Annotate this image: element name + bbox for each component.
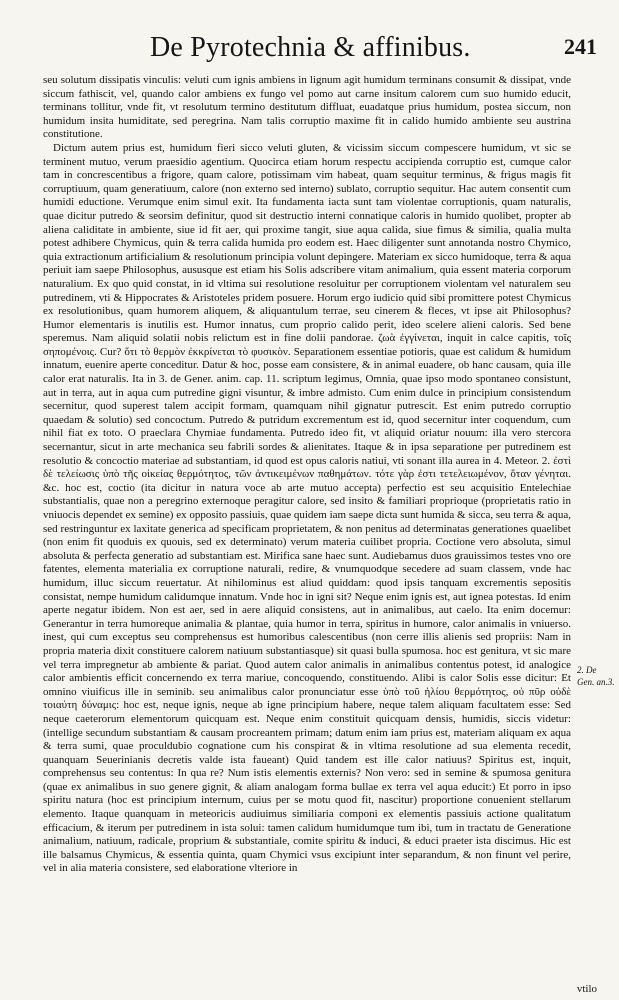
page-header xyxy=(60,30,601,68)
running-title: De Pyrotechnia & affinibus. xyxy=(150,32,471,63)
page-number: 241 xyxy=(564,34,597,59)
marginal-note: 2. De Gen. an.3. xyxy=(577,665,615,687)
paragraph: Dictum autem prius est, humidum fieri sicco veluti gluten, & vicissim siccum compescere humidum, vt sic se terminent mutuo, verum praesidio agentium. Quocirca etiam horum respectu accipienda corruptio est, cumque calor tam in concrescentibus a frigore, quam calore, potissimam vim habeat, quam sequitur terminus, & frigus magis fit corruptiuum, quam generatiuum, calore (non externo sed interno) sublato, corruptio sequitur. Hac autem consentit cum humidi eductione. Verumque enim simul exit. Ita fundamenta iacta sunt tam violentae corruptionis, quam naturalis, quae dicitur putredo & seorsim definitur, quod sit destructio interni connatique caloris in humido quolibet, propter ab aliena caliditate in ambiente, siue id fit aer, qui proxime tangit, siue aqua calida, siue fimus & similia, qualia multa potest adhibere Chymicus, quin & terra calida humida pro eodem est. Haec diligenter sunt annotanda nostro Chymico, quia extractionum artificialium & resolutionum principia volunt depingere. Materiam ex sicco humidoque, terra & aqua periuit iam saepe Philosophus, aususque est etiam his Solis adscribere vitam animalium, quia essent materia corporum naturalium. Ex quo quid constat, in id vltima sui resolutione resoluitur per corruptionem violentam vel naturalem seu putredinem, vti & Hippocrates & Aristoteles pridem posuere. Horum ergo iudicio quid sibi promittere potest Chymicus ex resolutionibus, quam humorem aliquem, & aliquantulum terrae, seu cinerem & fleces, vt ipse ait Philosophus? Humor elementaris is inutilis est. Humor innatus, cum proprio calido perit, ideo scelere alieni caloris. Sed bene speremus. Nam aliquid solatii nobis relictum est in fine dolii pandorae. ζωὰ ἐγγίνεται, inquit in calce capitis, τοῖς σηπομένοις. Cur? ὅτι τὸ θερμὸν ἐκκρίνεται τὸ φυσικὸν. Separationem essentiae potioris, quae est calidum & humidum innatum, euenire aperte conceditur. Datur & hoc, posse eam consistere, & in animal euadere, ob hanc causam, quia ille calor erat naturalis. Ita in 3. de Gener. anim. cap. 11. scriptum legimus, Omnia, quae ipso modo spontaneo consistunt, aut in terra, aut in aqua cum putredine gigni visuntur, & imbre admisto. Cum enim dulce in principium consistendum secernitur, quod superest talem accipit formam, quamquam nihil gignatur putrescit. Est enim putredo corruptio quaedam & solutio) sed concoctum. Putredo & putridum excrementum est id, quod secernitur inter coquendum, cum nihil fiat ex toto. O praeclara Chymiae fundamenta. Putredo ideo fit, vt aliquid oriatur nouum: illa vero stercora secernantur, sicut in arte mechanica seu fabrili sordes & alienitates. Itaque & in ipsa separatione per putredinem est resolutio & concoctio materiae ad substantiam, id quod est opus caloris natiui, vti sonant illa aurea in 4. Meteor. 2. ἐστὶ δὲ τελείωσις ὑπὸ τῆς οἰκείας θερμότητος, τῶν ἀντικειμένων παθημάτων. τότε γὰρ ἐστι τετελειωμένον, ὅταν γένηται. &c. hoc est, coctio (ita dicitur in natura voce ab arte mutuo accepta) perfectio est seu acquisitio Entelechiae substantialis, quae non a peregrino externoque peragitur calore, sed insito & familiari proprioque (proprietatis ratio in vniuocis dependet ex semine) ex opposito passiuis, quae quidem iam saepe dicta sunt humida & sicca, seu terra & aqua, sed restringuntur ex laxitate generica ad specificam proprietatem, & non penitus ad determinatas generationes quaelibet (non enim fit quoduis ex quouis, sed ex determinato) verum materia cuilibet propria. Coctione vero absoluta, simul absoluta & perfecta generatio ad substantiam est. Mirifica sane haec sunt. Audiebamus duos grauissimos testes vno ore fatentes, elementa materialia ex corruptione naturali, redire, & vnumquodque secedere ad suam classem, vnde hac humidum, illuc siccum reuertatur. At nihilominus est aliud quiddam: quod ipsis tanquam excrementis sepositis consistat, nempe humidum calidumque innatum. Vnde hoc in igni sit? Neque enim ignis est, aut ignea potestas. Id enim aperte negatur ibidem. Non est aer, sed in aere aliquid consistens, aut in animalibus, aut caelo. Ita enim docemur: Generantur in terra humoreque animalia & plantae, quia humor in terra, spiritus in humore, calor animalis in vniuerso. inest, qui cum exceptus seu comprehensus est humoribus calescentibus (non cerre illis alienis sed propriis: Nam in propria materia dixit constituere calorem natiuum substantiasque) sit quasi bulla spumosa. hoc est genitura, vt sic mare vel terra impregnetur ab ambiente & pariat. Quod autem calor animalis in animalibus contentus potest, id analogice calor ambientis efficit concernendo ex terra mariue, concoquendo, constituendo. Alibi is calor Solis esse dicitur: Et omnino viuificus ille in seminib. seu animalibus calor pronunciatur esse ὑπὸ τοῦ ἡλίου θερμότητος, οὐ πῦρ οὐδὲ τοιαύτη δύναμις: hoc est, neque ignis, neque ab igne principium habere, neque talem aliquam facultatem esse: Sed neque caeterorum elementorum quicquam est. Neque enim constituit quicquam densis, humidis, siccis videtur: (intellige secundum substantiam & causam procreantem primam; datum enim iam prius est, materiam aliquam ex aqua & terra sumi, quae proculdubio cognatione cum his conspirat & in vltima resolutione ad sua elementa recedit, quanquam Seuerinianis decretis valde ista faueant) Quid tandem est ille calor natiuus? Spiritus est, inquit, comprehensus seu contentus: In qua re? Num istis elementis externis? Non vero: sed in semine & spumosa genitura (quae ex animalibus in suo genere gignit, & aliam analogam forma bullae ex terra vel aqua educit:) Et porro in ipso spiritu natura (hoc est principium internum, cuius per se motu quod fit, nascitur) proportione conuenient stellarum elemento. Itaque quanquam in meteoricis audiuimus similiaria componi ex elementis passiuis actione qualitatum efficacium, & iterum per putredinem in ista solui: tamen calidum humidumque tum ibi, tum in tractatu de Generatione animalium, natiuum, radicale, proprium & substantiale, comite spiritu & induci, & educi praeter ista discimus. Hic est ille balsamus Chymicus, & essentia quinta, quam Chymici vsus excipiunt inter separandum, & non finunt vel perire, vel in alia materia consistere, sed elaboratione vlteriore in xyxy=(43,141,571,875)
paragraph: seu solutum dissipatis vinculis: veluti cum ignis ambiens in lignum agit humidum terminans consumit & dissipat, vnde siccum fathiscit, vel, quando calor ambiens ex fungo vel pomo aut carne insitum calorem cum suo humido educit, terminans tollitur, vnde fit, vt resolutum termino destitutum diffluat, euadatque prius humidum, postea siccum, non humidum insita humiditate, sed peregrina. Nam talis corruptio maxime fit in calido humido ambiente seu austrina constitutione. xyxy=(43,74,571,141)
body-text xyxy=(43,74,571,976)
catchword: vtilo xyxy=(576,983,597,995)
